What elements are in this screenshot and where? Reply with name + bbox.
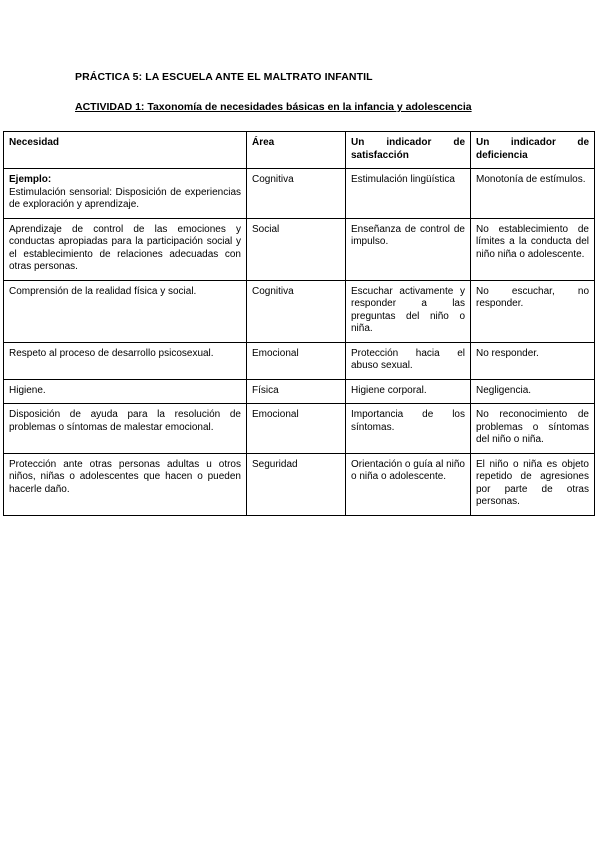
header-satisfaction: Un indicador de satisfacción (346, 132, 471, 169)
deficiency-cell: No responder. (471, 342, 595, 379)
area-cell: Cognitiva (247, 280, 346, 342)
table-row (4, 169, 595, 219)
deficiency-cell: El niño o niña es objeto repetido de agresiones por parte de otras personas. (471, 453, 595, 515)
header-area: Área (247, 132, 346, 169)
satisfaction-cell: Escuchar activamente y responder a las preguntas del niño o niña. (346, 280, 471, 342)
area-cell: Emocional (247, 404, 346, 454)
need-cell: Comprensión de la realidad física y social. (4, 280, 247, 342)
table-row (4, 453, 595, 515)
need-cell (4, 169, 247, 219)
deficiency-cell: No reconocimiento de problemas o síntomas del niño o niña. (471, 404, 595, 454)
satisfaction-cell: Higiene corporal. (346, 379, 471, 404)
header-deficiency: Un indicador de deficiencia (471, 132, 595, 169)
satisfaction-cell: Importancia de los síntomas. (346, 404, 471, 454)
satisfaction-cell: Orientación o guía al niño o niña o adolescente. (346, 453, 471, 515)
need-text: Estimulación sensorial: Disposición de experiencias de exploración y aprendizaje. (9, 186, 241, 210)
satisfaction-cell: Estimulación lingüística (346, 169, 471, 219)
table-row (4, 379, 595, 404)
table-row (4, 404, 595, 454)
deficiency-cell: No establecimiento de límites a la conducta del niño niña o adolescente. (471, 218, 595, 280)
need-cell: Disposición de ayuda para la resolución de problemas o síntomas de malestar emocional. (4, 404, 247, 454)
deficiency-cell: Negligencia. (471, 379, 595, 404)
table-row (4, 280, 595, 342)
page-title: PRÁCTICA 5: LA ESCUELA ANTE EL MALTRATO INFANTIL (75, 71, 373, 83)
area-cell: Seguridad (247, 453, 346, 515)
satisfaction-cell: Protección hacia el abuso sexual. (346, 342, 471, 379)
need-cell: Aprendizaje de control de las emociones y conductas apropiadas para la participación social y el establecimiento de relaciones adecuadas con otras personas. (4, 218, 247, 280)
deficiency-cell: Monotonía de estímulos. (471, 169, 595, 219)
satisfaction-cell: Enseñanza de control de impulso. (346, 218, 471, 280)
table-header-row (4, 132, 595, 169)
needs-table (3, 131, 595, 516)
need-cell: Respeto al proceso de desarrollo psicosexual. (4, 342, 247, 379)
table-row (4, 342, 595, 379)
header-need: Necesidad (4, 132, 247, 169)
area-cell: Cognitiva (247, 169, 346, 219)
area-cell: Emocional (247, 342, 346, 379)
area-cell: Social (247, 218, 346, 280)
need-cell: Higiene. (4, 379, 247, 404)
example-label: Ejemplo: (9, 174, 52, 185)
table-row (4, 218, 595, 280)
deficiency-cell: No escuchar, no responder. (471, 280, 595, 342)
activity-subtitle: ACTIVIDAD 1: Taxonomía de necesidades básicas en la infancia y adolescencia (75, 101, 472, 113)
need-cell: Protección ante otras personas adultas u otros niños, niñas o adolescentes que hacen o pueden hacerle daño. (4, 453, 247, 515)
area-cell: Física (247, 379, 346, 404)
